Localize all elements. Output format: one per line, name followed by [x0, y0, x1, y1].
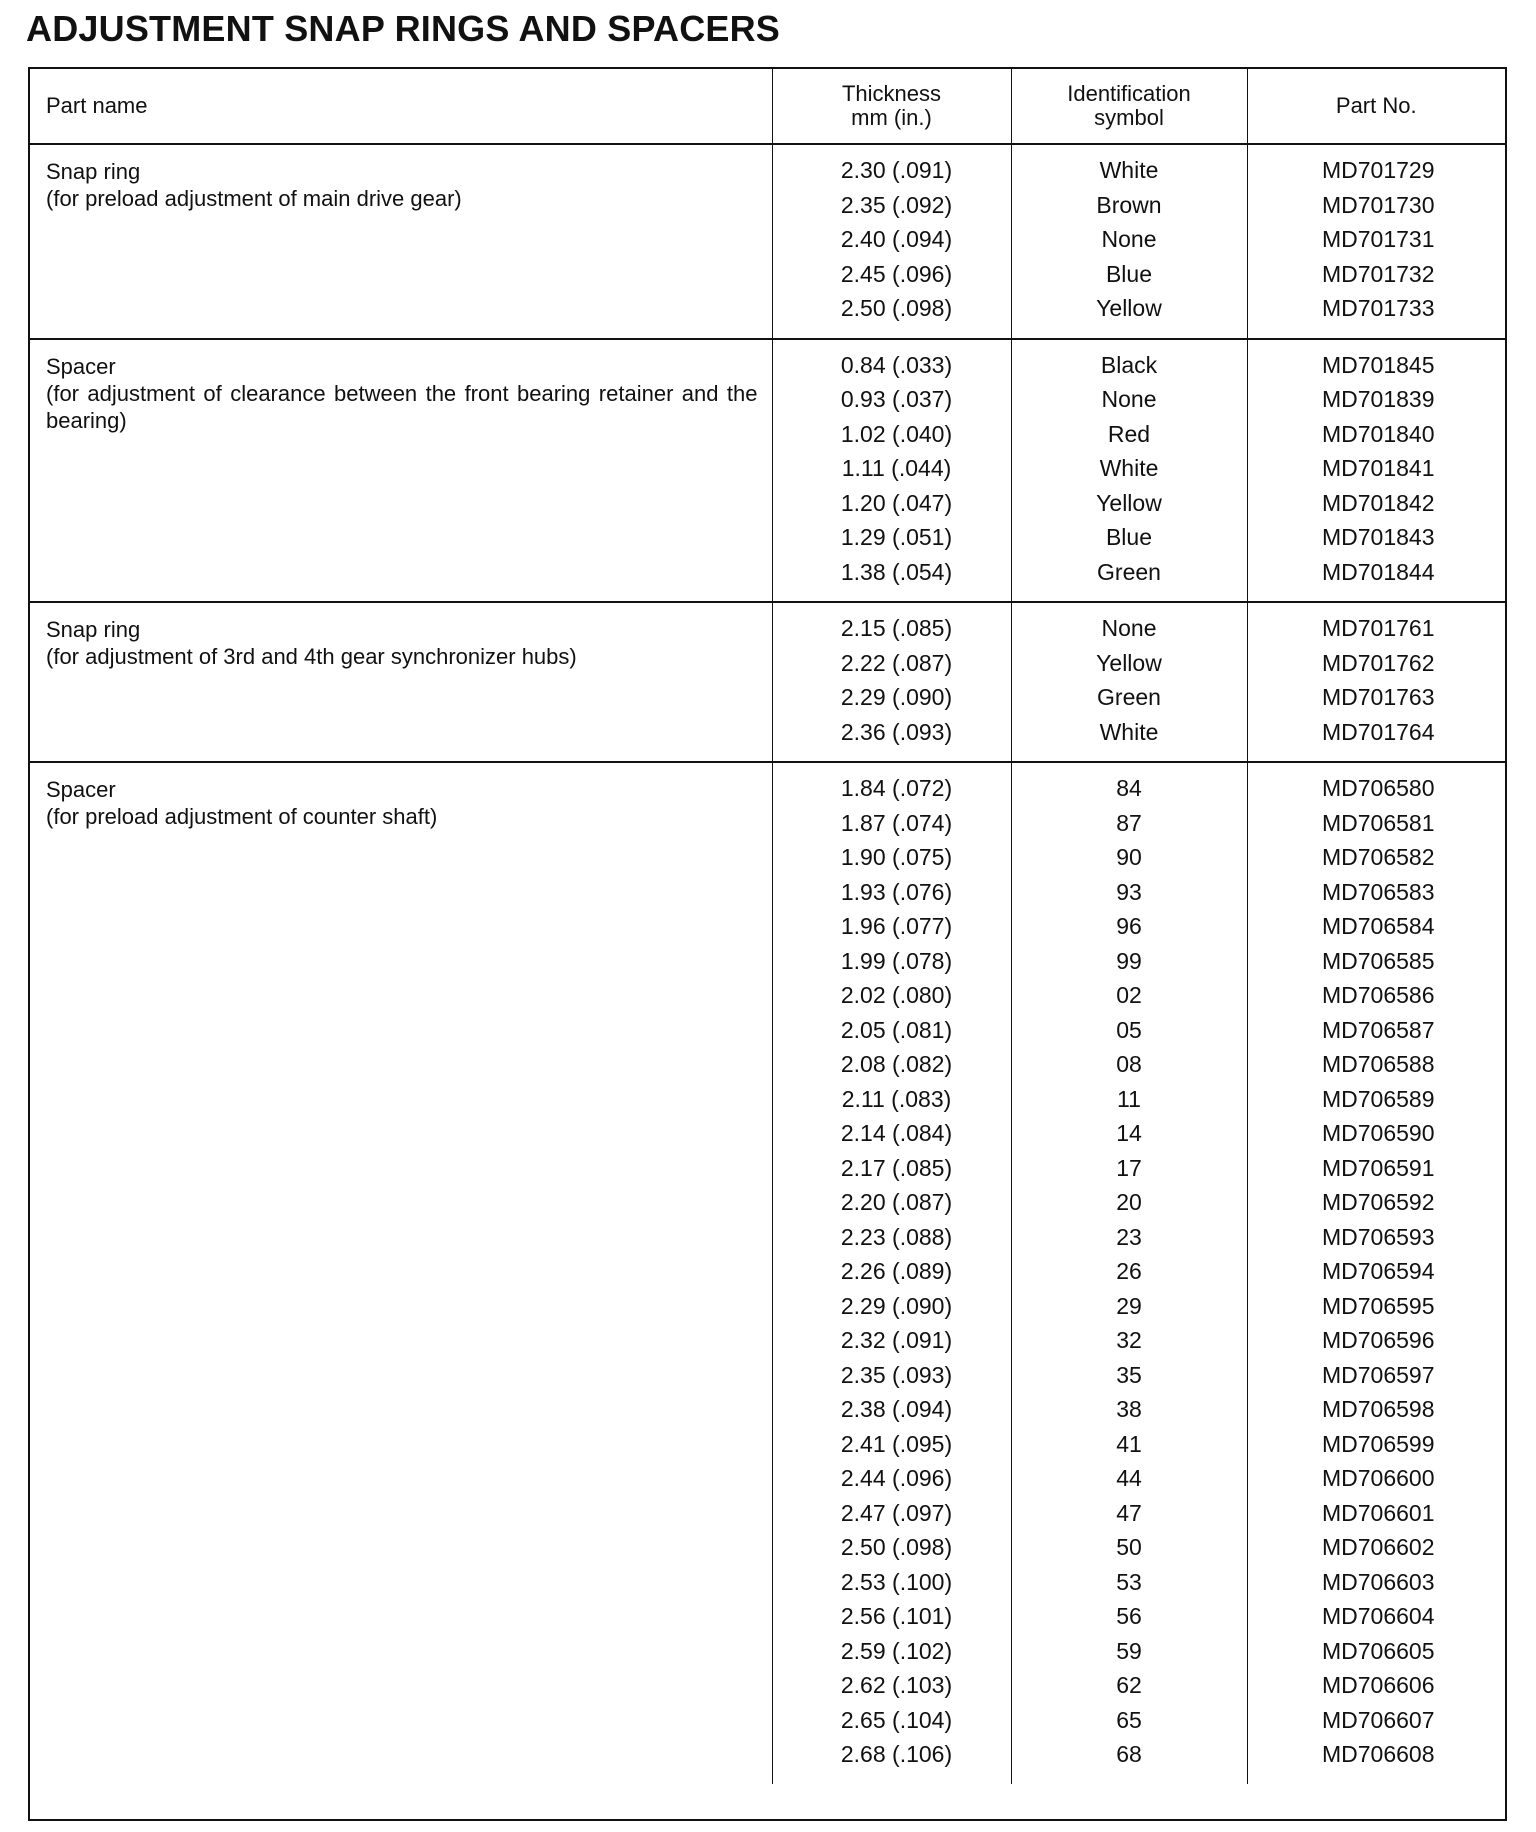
identification-symbol-value: Blue: [1105, 260, 1153, 287]
part-no-cell: [1247, 144, 1505, 339]
part-no-value: MD701729: [1321, 157, 1435, 183]
thickness-value: 2.47 (.097): [840, 1499, 953, 1526]
identification-symbol-value: 29: [1116, 1292, 1142, 1319]
thickness-value: 2.45 (.096): [840, 260, 953, 287]
identification-symbol-value: Brown: [1096, 191, 1162, 218]
identification-symbol-value: None: [1101, 615, 1157, 641]
identification-symbol-value: 84: [1116, 775, 1142, 801]
thickness-value: 2.29 (.090): [840, 684, 953, 710]
part-no-value: MD706582: [1321, 844, 1435, 870]
header-thickness: Thickness mm (in.): [772, 69, 1011, 144]
part-no-value: MD701730: [1321, 191, 1435, 218]
identification-symbol-value: White: [1099, 455, 1159, 481]
identification-symbol-value: Green: [1097, 684, 1161, 710]
thickness-cell: [772, 339, 1011, 603]
part-name: Spacer: [46, 353, 116, 379]
thickness-value: 2.29 (.090): [840, 1292, 953, 1319]
thickness-cell: [772, 762, 1011, 1784]
part-description: (for preload adjustment of counter shaft): [46, 804, 438, 829]
thickness-value: 2.23 (.088): [840, 1223, 953, 1250]
part-no-value: MD701731: [1321, 226, 1435, 252]
part-description: (for adjustment of 3rd and 4th gear synchronizer hubs): [46, 644, 577, 669]
thickness-cell: [772, 144, 1011, 339]
part-no-cell: [1247, 602, 1505, 762]
thickness-value: 2.35 (.093): [840, 1361, 953, 1388]
identification-symbol-value: 62: [1116, 1672, 1142, 1698]
part-no-value: MD706580: [1321, 775, 1435, 801]
part-no-value: MD706589: [1321, 1085, 1435, 1112]
thickness-value: 2.30 (.091): [840, 157, 953, 183]
identification-symbol-value: Yellow: [1096, 295, 1162, 321]
thickness-value: 0.84 (.033): [840, 351, 953, 378]
part-description: (for adjustment of clearance between the front bearing retainer and the bearing): [46, 380, 758, 433]
thickness-value: 2.26 (.089): [840, 1258, 953, 1284]
thickness-cell-list: [773, 603, 1011, 749]
part-no-value: MD701844: [1321, 558, 1435, 585]
identification-symbol-value: 41: [1116, 1430, 1142, 1457]
identification-symbol-value: 99: [1116, 947, 1142, 974]
table-group-row: [30, 602, 1505, 762]
header-row: [30, 69, 1505, 144]
part-no-value: MD706588: [1321, 1051, 1435, 1077]
identification-symbol-value: 50: [1116, 1534, 1142, 1560]
identification-symbol-value: 32: [1116, 1327, 1142, 1353]
thickness-value: 1.38 (.054): [840, 558, 953, 585]
identification-symbol-value: 23: [1116, 1223, 1142, 1250]
part-no-value: MD706594: [1321, 1258, 1435, 1284]
part-no-value: MD706591: [1321, 1154, 1435, 1181]
part-no-value: MD706583: [1321, 878, 1435, 905]
part-no-value: MD706595: [1321, 1292, 1435, 1319]
part-no-value: MD701732: [1321, 260, 1435, 287]
part-no-cell: [1247, 339, 1505, 603]
part-name-cell: [30, 762, 772, 1784]
identification-symbol-value: 65: [1116, 1706, 1142, 1733]
identification-symbol-cell-list: [1012, 340, 1247, 590]
thickness-value: 2.50 (.098): [840, 295, 953, 321]
identification-symbol-cell-list: [1012, 763, 1247, 1772]
identification-symbol-cell-list: [1012, 145, 1247, 326]
part-no-value: MD701762: [1321, 649, 1435, 676]
part-description: (for preload adjustment of main drive gear): [46, 186, 462, 211]
part-no-value: MD706604: [1321, 1603, 1435, 1629]
identification-symbol-value: White: [1099, 157, 1159, 183]
part-no-value: MD706607: [1321, 1706, 1435, 1733]
part-no-value: MD701845: [1321, 351, 1435, 378]
identification-symbol-value: 26: [1116, 1258, 1142, 1284]
thickness-value: 2.05 (.081): [840, 1016, 953, 1043]
thickness-value: 2.15 (.085): [840, 615, 953, 641]
part-no-cell-list: [1248, 340, 1506, 590]
part-no-value: MD706603: [1321, 1568, 1435, 1595]
part-no-value: MD706592: [1321, 1189, 1435, 1215]
thickness-value: 1.93 (.076): [840, 878, 953, 905]
part-no-value: MD706585: [1321, 947, 1435, 974]
table-group-row: [30, 339, 1505, 603]
part-no-value: MD706597: [1321, 1361, 1435, 1388]
identification-symbol-value: 87: [1116, 809, 1142, 836]
thickness-value: 2.59 (.102): [840, 1637, 953, 1664]
identification-symbol-cell: [1011, 144, 1247, 339]
identification-symbol-value: 05: [1116, 1016, 1142, 1043]
thickness-value: 2.17 (.085): [840, 1154, 953, 1181]
part-no-cell-list: [1248, 145, 1506, 326]
part-no-value: MD701839: [1321, 386, 1435, 412]
identification-symbol-value: 20: [1116, 1189, 1142, 1215]
thickness-value: 1.29 (.051): [840, 524, 953, 550]
part-no-value: MD701841: [1321, 455, 1435, 481]
header-part-name: Part name: [30, 69, 772, 144]
part-no-value: MD701733: [1321, 295, 1435, 321]
part-no-value: MD706599: [1321, 1430, 1435, 1457]
header-identification-symbol: Identification symbol: [1011, 69, 1247, 144]
part-no-value: MD706601: [1321, 1499, 1435, 1526]
part-no-value: MD701763: [1321, 684, 1435, 710]
part-no-value: MD706600: [1321, 1465, 1435, 1491]
thickness-value: 2.08 (.082): [840, 1051, 953, 1077]
thickness-value: 2.20 (.087): [840, 1189, 953, 1215]
identification-symbol-value: 38: [1116, 1396, 1142, 1422]
identification-symbol-value: 56: [1116, 1603, 1142, 1629]
part-no-value: MD706602: [1321, 1534, 1435, 1560]
thickness-value: 2.65 (.104): [840, 1706, 953, 1733]
part-no-value: MD706598: [1321, 1396, 1435, 1422]
thickness-value: 2.41 (.095): [840, 1430, 953, 1457]
part-no-value: MD706596: [1321, 1327, 1435, 1353]
identification-symbol-value: 14: [1116, 1120, 1142, 1146]
page-title: ADJUSTMENT SNAP RINGS AND SPACERS: [26, 8, 781, 49]
thickness-value: 1.96 (.077): [840, 913, 953, 939]
identification-symbol-value: None: [1101, 226, 1157, 252]
identification-symbol-value: 35: [1116, 1361, 1142, 1388]
part-no-value: MD701843: [1321, 524, 1435, 550]
identification-symbol-value: 02: [1116, 982, 1142, 1008]
part-no-cell: [1247, 762, 1505, 1784]
thickness-value: 2.36 (.093): [840, 718, 953, 745]
header-part-no: Part No.: [1247, 69, 1505, 144]
thickness-cell: [772, 602, 1011, 762]
table-header: [30, 69, 1505, 144]
part-no-value: MD706606: [1321, 1672, 1435, 1698]
part-name-cell: [30, 602, 772, 762]
table-group-row: [30, 762, 1505, 1784]
part-no-value: MD701840: [1321, 420, 1435, 447]
thickness-value: 2.44 (.096): [840, 1465, 953, 1491]
part-no-value: MD706586: [1321, 982, 1435, 1008]
part-no-cell-list: [1248, 603, 1506, 749]
part-no-value: MD706590: [1321, 1120, 1435, 1146]
part-no-value: MD706584: [1321, 913, 1435, 939]
thickness-value: 1.02 (.040): [840, 420, 953, 447]
identification-symbol-value: 93: [1116, 878, 1142, 905]
part-name: Snap ring: [46, 617, 141, 642]
thickness-value: 2.02 (.080): [840, 982, 953, 1008]
thickness-value: 1.84 (.072): [840, 775, 953, 801]
identification-symbol-cell: [1011, 762, 1247, 1784]
table-body: [30, 144, 1505, 1784]
thickness-value: 1.99 (.078): [840, 947, 953, 974]
thickness-value: 2.50 (.098): [840, 1534, 953, 1560]
thickness-cell-list: [773, 145, 1011, 326]
identification-symbol-value: Yellow: [1096, 489, 1162, 516]
identification-symbol-cell: [1011, 602, 1247, 762]
part-no-value: MD706605: [1321, 1637, 1435, 1664]
identification-symbol-value: 59: [1116, 1637, 1142, 1664]
part-name-cell: [30, 339, 772, 603]
parts-table: [30, 69, 1505, 1784]
thickness-value: 2.22 (.087): [840, 649, 953, 676]
identification-symbol-value: Yellow: [1096, 649, 1162, 676]
thickness-value: 2.62 (.103): [840, 1672, 953, 1698]
thickness-value: 2.38 (.094): [840, 1396, 953, 1422]
identification-symbol-value: Blue: [1105, 524, 1153, 550]
thickness-value: 2.53 (.100): [840, 1568, 953, 1595]
identification-symbol-value: White: [1099, 718, 1159, 745]
thickness-value: 2.14 (.084): [840, 1120, 953, 1146]
identification-symbol-value: 11: [1117, 1085, 1141, 1112]
thickness-value: 1.90 (.075): [840, 844, 953, 870]
part-no-value: MD706593: [1321, 1223, 1435, 1250]
table-group-row: [30, 144, 1505, 339]
thickness-value: 2.11 (.083): [841, 1085, 952, 1112]
thickness-value: 1.87 (.074): [840, 809, 953, 836]
identification-symbol-value: 44: [1116, 1465, 1142, 1491]
thickness-cell-list: [773, 340, 1011, 590]
identification-symbol-value: 96: [1116, 913, 1142, 939]
thickness-value: 2.56 (.101): [840, 1603, 953, 1629]
thickness-value: 2.32 (.091): [840, 1327, 953, 1353]
identification-symbol-value: Black: [1100, 351, 1158, 378]
identification-symbol-value: 68: [1116, 1741, 1142, 1767]
identification-symbol-value: Red: [1107, 420, 1151, 447]
thickness-value: 2.40 (.094): [840, 226, 953, 252]
parts-table-frame: [28, 67, 1507, 1821]
part-no-value: MD706587: [1321, 1016, 1435, 1043]
thickness-value: 2.35 (.092): [840, 191, 953, 218]
identification-symbol-value: Green: [1097, 558, 1161, 585]
part-name: Snap ring: [46, 159, 141, 184]
thickness-value: 1.20 (.047): [840, 489, 953, 516]
identification-symbol-value: 17: [1116, 1154, 1142, 1181]
part-no-value: MD706581: [1321, 809, 1435, 836]
identification-symbol-cell-list: [1012, 603, 1247, 749]
thickness-cell-list: [773, 763, 1011, 1772]
identification-symbol-cell: [1011, 339, 1247, 603]
part-no-value: MD701842: [1321, 489, 1435, 516]
identification-symbol-value: 53: [1116, 1568, 1142, 1595]
identification-symbol-value: 90: [1116, 844, 1142, 870]
thickness-value: 2.68 (.106): [840, 1741, 953, 1767]
thickness-value: 1.11 (.044): [841, 455, 952, 481]
thickness-value: 0.93 (.037): [840, 386, 953, 412]
identification-symbol-value: None: [1101, 386, 1157, 412]
part-no-value: MD701764: [1321, 718, 1435, 745]
part-no-value: MD706608: [1321, 1741, 1435, 1767]
part-name-cell: [30, 144, 772, 339]
part-no-value: MD701761: [1321, 615, 1435, 641]
part-no-cell-list: [1248, 763, 1506, 1772]
part-name: Spacer: [46, 777, 116, 802]
identification-symbol-value: 08: [1116, 1051, 1142, 1077]
identification-symbol-value: 47: [1116, 1499, 1142, 1526]
